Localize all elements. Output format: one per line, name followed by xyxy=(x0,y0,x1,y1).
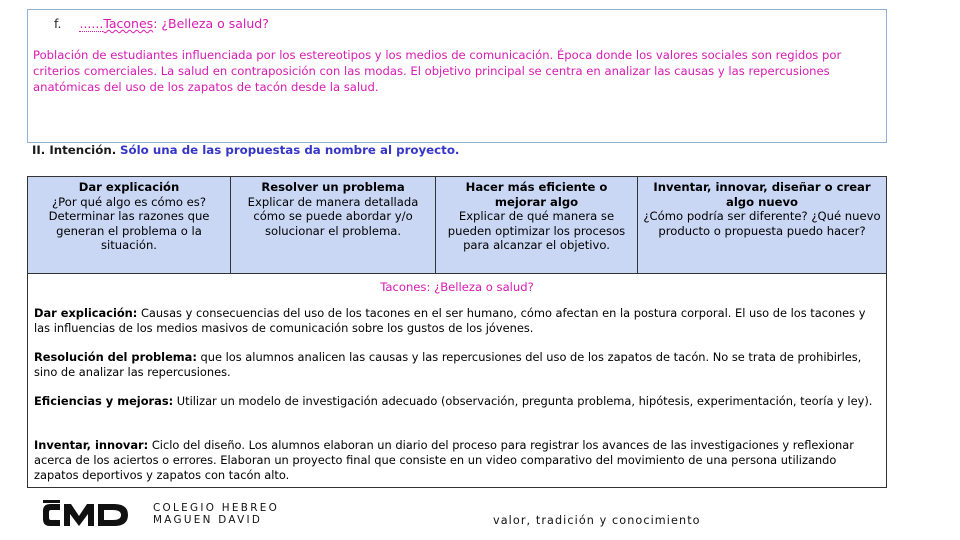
school-name xyxy=(153,502,279,526)
school-line-2: MAGUEN DAVID xyxy=(153,514,263,526)
header-cell-inventar xyxy=(638,177,886,273)
paragraph-text: que los alumnos analicen las causas y las repercusiones del uso de los zapatos de tacón. No se trata de prohibirles, sino de analizar las repercusiones. xyxy=(34,350,862,379)
intencion-subtitle: Sólo una de las propuestas da nombre al proyecto. xyxy=(119,143,460,157)
header-cell-eficiente xyxy=(436,177,638,273)
header-description: Explicar de qué manera se pueden optimizar los procesos para alcanzar el objetivo. xyxy=(447,209,626,253)
intencion-label: II. Intención. xyxy=(32,143,117,157)
table-header-row xyxy=(28,177,886,274)
paragraph-label: Eficiencias y mejoras: xyxy=(34,394,174,408)
header-heading: Dar explicación xyxy=(78,180,180,194)
paragraph-text: Ciclo del diseño. Los alumnos elaboran un diario del proceso para registrar los avances de las investigaciones y reflexionar acerca de los aciertos o errores. Elaboran un proyecto final que consiste en un video comparativo del movimiento de una persona utilizando zapatos deportivos y zapatos con tacón alto. xyxy=(34,438,854,482)
section-f-box xyxy=(27,9,887,143)
header-description: Explicar de manera detallada cómo se puede abordar y/o solucionar el problema. xyxy=(247,194,419,238)
paragraph-text: Causas y consecuencias del uso de los tacones en el ser humano, cómo afectan en la postura corporal. El uso de los tacones y las influencias de los medios masivos de comunicación sobre los gustos de los jóvenes. xyxy=(34,306,866,335)
footer xyxy=(0,492,960,540)
header-heading: Resolver un problema xyxy=(261,180,405,194)
paragraph-label: Inventar, innovar: xyxy=(34,438,149,452)
paragraph-inventar xyxy=(34,438,884,483)
header-cell-explicacion xyxy=(28,177,231,273)
paragraph-text: Utilizar un modelo de investigación adecuado (observación, pregunta problema, hipótesis, experimentación, teoría y ley). xyxy=(173,394,873,408)
header-description: ¿Cómo podría ser diferente? ¿Qué nuevo producto o propuesta puedo hacer? xyxy=(643,209,881,238)
paragraph-label: Resolución del problema: xyxy=(34,350,197,364)
intencion-heading xyxy=(32,143,459,157)
section-f-paragraph: Población de estudiantes influenciada por los estereotipos y los medios de comunicación. Época donde los valores sociales son regidos por criterios comerciales. La salud en contraposición con las modas. El objetivo principal se centra en analizar las causas y las repercusiones anatómicas del uso de los zapatos de tacón desde la salud. xyxy=(33,48,842,94)
school-motto: valor, tradición y conocimiento xyxy=(493,514,701,527)
section-f-prefix: ...... xyxy=(79,16,104,31)
school-logo xyxy=(40,498,132,532)
intention-table xyxy=(27,176,887,488)
header-heading: Hacer más eficiente o mejorar algo xyxy=(465,180,608,209)
section-f-letter: f. xyxy=(54,16,62,31)
header-cell-resolver xyxy=(231,177,436,273)
body-title: Tacones: ¿Belleza o salud? xyxy=(380,280,534,294)
table-body-cell xyxy=(28,274,886,487)
header-description: ¿Por qué algo es cómo es? Determinar las razones que generan el problema o la situación. xyxy=(48,194,210,253)
section-f-title: Tacones xyxy=(103,16,154,31)
section-f-heading xyxy=(54,16,269,31)
header-heading: Inventar, innovar, diseñar o crear algo nuevo xyxy=(653,180,871,209)
paragraph-eficiencias xyxy=(34,394,884,409)
school-line-1: COLEGIO HEBREO xyxy=(153,502,280,514)
paragraph-explicacion xyxy=(34,306,884,336)
section-f-title-rest: : ¿Belleza o salud? xyxy=(153,16,269,31)
paragraph-label: Dar explicación: xyxy=(34,306,138,320)
paragraph-resolucion xyxy=(34,350,884,380)
